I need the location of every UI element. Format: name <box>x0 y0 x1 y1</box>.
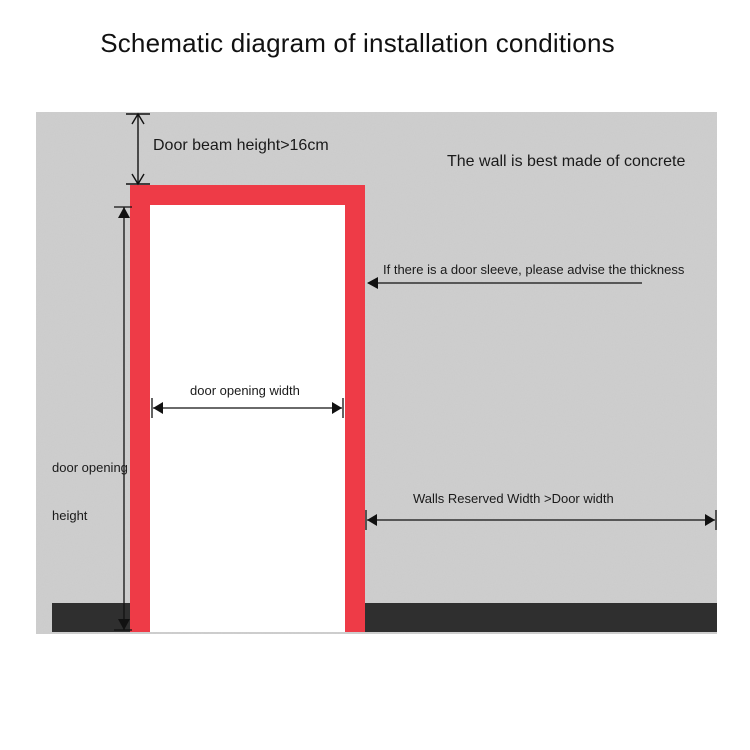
opening-height-label-line2: height <box>52 508 88 523</box>
opening-width-label: door opening width <box>190 383 300 398</box>
wall-material-label: The wall is best made of concrete <box>447 153 686 170</box>
beam-height-label: Door beam height>16cm <box>153 137 329 154</box>
opening-height-label-line1: door opening <box>52 460 128 475</box>
door-sleeve-label: If there is a door sleeve, please advise the thickness <box>383 262 685 277</box>
door-opening <box>150 205 345 632</box>
page-title: Schematic diagram of installation conditions <box>100 28 615 58</box>
floor-left <box>52 603 130 632</box>
reserved-width-label: Walls Reserved Width >Door width <box>413 491 614 506</box>
floor-right <box>365 603 717 632</box>
